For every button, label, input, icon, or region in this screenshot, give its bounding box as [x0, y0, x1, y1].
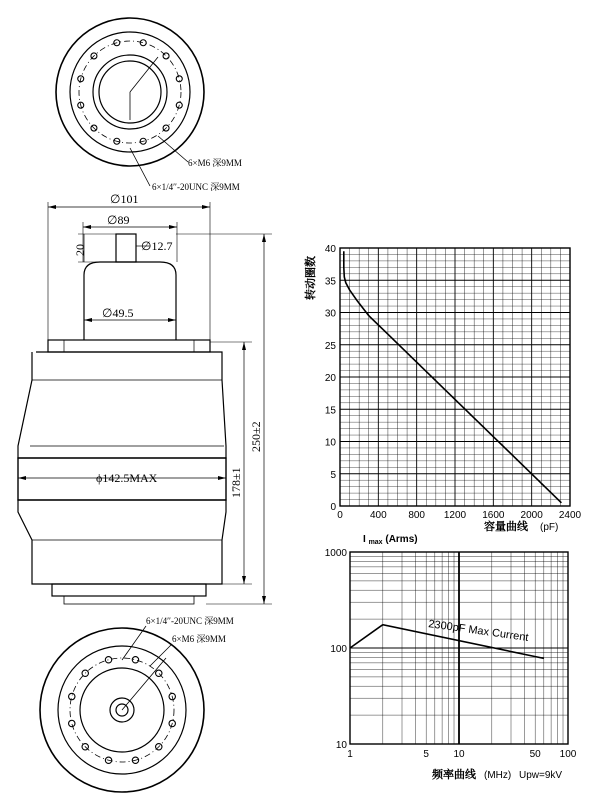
- capacitance-chart-xlabel: 容量曲线: [484, 520, 528, 533]
- dim-20: 20: [73, 244, 87, 256]
- y-tick-label: 5: [330, 469, 336, 481]
- side-view-bottom-flange: [52, 584, 206, 596]
- frequency-chart-note: Upw=9kV: [519, 770, 563, 781]
- dim-d101: ∅101: [110, 192, 139, 206]
- y-tick-label: 10: [324, 437, 336, 449]
- frequency-chart-ylabel-rest: (Arms): [385, 534, 418, 545]
- side-view-upper-body: [18, 352, 226, 458]
- top-view-bolt-hole: [140, 40, 146, 46]
- y-tick-label: 40: [324, 244, 336, 255]
- bottom-view-bolt-hole: [69, 720, 75, 726]
- bottom-view-bolt-hole: [69, 693, 75, 699]
- dim-d89: ∅89: [107, 213, 130, 227]
- x-tick-label: 1200: [443, 510, 467, 521]
- x-tick-label: 2400: [558, 510, 582, 521]
- x-tick-label: 50: [529, 749, 541, 760]
- top-callout-unc: 6×1/4′′-20UNC 深9MM: [152, 182, 240, 192]
- frequency-chart-grid: [350, 552, 568, 744]
- bottom-view-bolt-hole: [132, 657, 138, 663]
- dim-d142-5: ϕ142.5MAX: [96, 471, 158, 485]
- y-tick-label: 1000: [324, 548, 347, 559]
- x-tick-label: 100: [559, 749, 577, 760]
- y-tick-label: 0: [330, 502, 336, 513]
- dim-250: 250±2: [249, 421, 263, 452]
- frequency-chart-xlabel: 频率曲线: [432, 768, 476, 781]
- x-tick-label: 10: [453, 749, 465, 760]
- capacitance-chart-xticks: [337, 510, 581, 521]
- bottom-view: [40, 616, 234, 792]
- dim-178: 178±1: [229, 467, 243, 498]
- x-tick-label: 5: [423, 749, 429, 760]
- side-view-top-flange: [48, 340, 210, 352]
- capacitance-chart: [303, 244, 582, 533]
- mechanical-drawing: [18, 18, 272, 792]
- frequency-chart-xticks: [347, 749, 577, 760]
- bottom-view-bolt-hole: [82, 670, 88, 676]
- x-tick-label: 2000: [520, 510, 543, 521]
- y-tick-label: 10: [335, 740, 347, 751]
- dim-d12-7: ∅12.7: [141, 239, 173, 253]
- frequency-chart-ylabel: [363, 534, 418, 547]
- frequency-chart: [325, 534, 577, 781]
- x-tick-label: 0: [337, 510, 343, 521]
- frequency-chart-ylabel-sub: max: [368, 539, 383, 546]
- top-view-leader-1: [130, 57, 158, 92]
- y-tick-label: 15: [324, 405, 336, 417]
- bottom-callout-m6: 6×M6 深9MM: [172, 634, 226, 644]
- side-view-upper-cap: [84, 262, 176, 340]
- y-tick-label: 35: [324, 276, 336, 288]
- top-view: [56, 18, 242, 192]
- bottom-callout-unc: 6×1/4′′-20UNC 深9MM: [146, 616, 234, 626]
- capacitance-chart-ylabel: 转动圈数: [304, 256, 317, 300]
- capacitance-chart-yticks: [325, 244, 337, 513]
- x-tick-label: 1: [347, 749, 353, 760]
- y-tick-label: 30: [324, 308, 336, 320]
- x-tick-label: 1600: [482, 510, 505, 521]
- frequency-chart-yticks: [325, 548, 348, 751]
- side-view-lower-body: [18, 500, 226, 584]
- top-callout-m6: 6×M6 深9MM: [188, 158, 242, 168]
- side-view: [18, 192, 272, 604]
- y-tick-label: 25: [324, 340, 336, 352]
- top-view-bolt-hole: [163, 53, 169, 59]
- frequency-chart-ylabel-main: I: [363, 534, 366, 545]
- frequency-chart-xunit: (MHz): [484, 770, 512, 781]
- side-view-stem: [116, 234, 136, 262]
- top-view-leader-unc: [130, 148, 150, 186]
- capacitance-chart-xunit: (pF): [540, 522, 559, 533]
- x-tick-label: 800: [408, 510, 426, 521]
- max-current-annotation: 2300pF Max Current: [427, 618, 530, 645]
- y-tick-label: 20: [324, 373, 336, 384]
- y-tick-label: 100: [330, 644, 347, 655]
- dim-d49-5: ∅49.5: [102, 306, 134, 320]
- top-view-bolt-hole: [176, 76, 182, 82]
- x-tick-label: 400: [369, 510, 387, 521]
- capacitance-chart-grid: [340, 248, 570, 506]
- bottom-view-bolt-hole: [156, 670, 162, 676]
